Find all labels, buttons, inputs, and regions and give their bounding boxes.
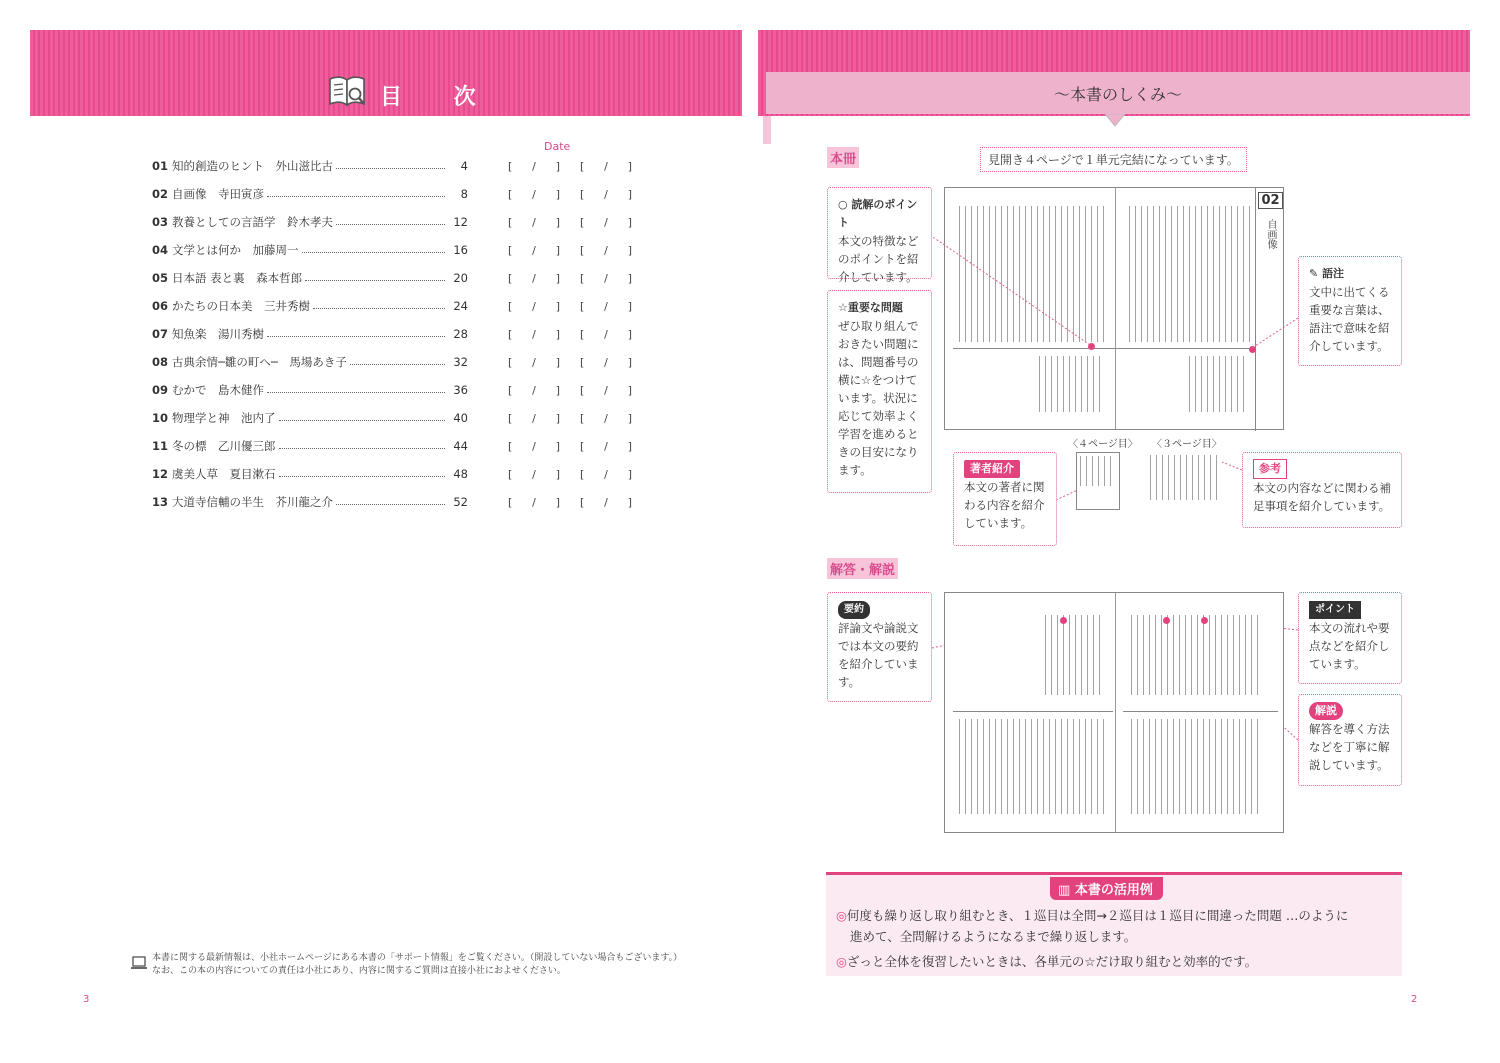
unit-title: 自画像 (1265, 219, 1276, 249)
toc-row-title: 知的創造のヒント 外山滋比古 (172, 159, 333, 173)
toc-row-number: 11 (152, 439, 169, 453)
toc-row-page: 52 (453, 495, 468, 509)
usage-box (826, 872, 1402, 976)
explanation-body: 解答を導く方法などを丁寧に解説しています。 (1309, 722, 1390, 772)
toc-row-number: 12 (152, 467, 169, 481)
summary-title: 要約 (838, 601, 870, 619)
text-block (1131, 719, 1261, 814)
summary-body: 評論文や論説文では本文の要約を紹介しています。 (838, 621, 919, 689)
callout-dot (1060, 617, 1067, 624)
toc-row-title: 冬の標 乙川優三郎 (172, 439, 276, 453)
text-block (959, 719, 1104, 814)
important-title: ☆重要な問題 (838, 301, 903, 314)
divider (1123, 711, 1278, 712)
usage-heading: 本書の活用例 (1074, 883, 1153, 898)
page4-thumbnail (1076, 452, 1120, 510)
date-checkbox[interactable]: [ / ] [ / ] (508, 495, 632, 509)
divider (953, 711, 1113, 712)
important-callout (827, 290, 932, 493)
toc-row-number: 06 (152, 299, 169, 313)
callout-dot (1163, 617, 1170, 624)
reference-callout (1242, 452, 1402, 528)
book-icon: ▥ (1058, 883, 1071, 898)
explanation-callout (1298, 694, 1402, 786)
glossary-callout (1298, 256, 1402, 366)
section-answers-label: 解答・解説 (827, 558, 898, 579)
reading-point-callout (827, 187, 932, 284)
glossary-body: 文中に出てくる重要な言葉は、語注で意味を紹介しています。 (1309, 285, 1390, 353)
toc-row-number: 10 (152, 411, 169, 425)
footnote-line-1: 本書に関する最新情報は、小社ホームページにある本書の「サポート情報」をご覧ください。（開設していない場合もございます。） (152, 953, 683, 963)
usage-line-1a: 何度も繰り返し取り組むとき、１巡目は全問→２巡目は１巡目に間違った問題 …のように (846, 908, 1349, 923)
page4-label: 〈４ページ目〉 (1068, 439, 1138, 450)
usage-line-2: ざっと全体を復習したいときは、各単元の☆だけ取り組むと効率的です。 (846, 954, 1258, 969)
section-main-label: 本冊 (827, 147, 859, 168)
date-checkbox[interactable]: [ / ] [ / ] (508, 243, 632, 257)
date-checkbox[interactable]: [ / ] [ / ] (508, 355, 632, 369)
callout-dot (1201, 617, 1208, 624)
date-checkbox[interactable]: [ / ] [ / ] (508, 215, 632, 229)
toc-row-page: 40 (453, 411, 468, 425)
toc-row-page: 20 (453, 271, 468, 285)
toc-row-number: 04 (152, 243, 169, 257)
toc-row-page: 12 (453, 215, 468, 229)
bullet-icon: ◎ (836, 954, 847, 969)
date-checkbox[interactable]: [ / ] [ / ] (508, 159, 632, 173)
unit-number: 02 (1258, 192, 1283, 209)
toc-row-page: 44 (453, 439, 468, 453)
toc-row-number: 07 (152, 327, 169, 341)
point-callout (1298, 592, 1402, 684)
reading-point-body: 本文の特徴などのポイントを紹介しています。 (838, 234, 919, 284)
toc-row-title: 自画像 寺田寅彦 (172, 187, 264, 201)
explanation-title: 解説 (1309, 702, 1343, 720)
usage-line-1b: 進めて、全問解けるようになるまで繰り返します。 (850, 929, 1137, 944)
guide-heading: 〜本書のしくみ〜 (766, 72, 1470, 114)
toc-heading: 目 次 (380, 85, 498, 110)
author-callout (953, 452, 1057, 546)
point-title: ポイント (1309, 601, 1361, 619)
toc-row-page: 28 (453, 327, 468, 341)
date-checkbox[interactable]: [ / ] [ / ] (508, 271, 632, 285)
toc-row-title: 日本語 表と裏 森本哲郎 (172, 271, 303, 285)
reference-title: 参考 (1253, 459, 1287, 479)
date-checkbox[interactable]: [ / ] [ / ] (508, 187, 632, 201)
answers-spread (944, 592, 1284, 833)
date-checkbox[interactable]: [ / ] [ / ] (508, 467, 632, 481)
bullet-icon: ◎ (836, 908, 847, 923)
toc-row-number: 08 (152, 355, 169, 369)
date-checkbox[interactable]: [ / ] [ / ] (508, 411, 632, 425)
toc-row-number: 02 (152, 187, 169, 201)
toc-row-page: 32 (453, 355, 468, 369)
date-checkbox[interactable]: [ / ] [ / ] (508, 439, 632, 453)
toc-row-title: 知魚楽 湯川秀樹 (172, 327, 264, 341)
toc-row-title: かたちの日本美 三井秀樹 (172, 299, 310, 313)
pencil-icon: ✎ (1309, 267, 1319, 280)
text-block (1131, 615, 1261, 695)
date-checkbox[interactable]: [ / ] [ / ] (508, 327, 632, 341)
toc-row-number: 09 (152, 383, 169, 397)
right-page-number: 2 (1411, 994, 1418, 1005)
toc-row-page: 4 (460, 159, 468, 173)
toc-row-title: 文学とは何か 加藤周一 (172, 243, 299, 257)
important-body: ぜひ取り組んでおきたい問題には、問題番号の横に☆をつけています。状況に応じて効率よく学習を進めるときの目安になります。 (838, 319, 919, 477)
point-body: 本文の流れや要点などを紹介しています。 (1309, 621, 1390, 671)
footnote-line-2: なお、この本の内容についての責任は小社にあり、内容に関するご質問は直接小社におよせください。 (152, 966, 566, 976)
toc-row-title: 古典余情─雛の町へ─ 馬場あき子 (172, 355, 347, 369)
date-checkbox[interactable]: [ / ] [ / ] (508, 299, 632, 313)
toc-row-title: 物理学と神 池内了 (172, 411, 276, 425)
left-page-number: 3 (83, 994, 90, 1005)
toc-row-title: 大道寺信輔の半生 芥川龍之介 (172, 495, 333, 509)
toc-row-page: 8 (460, 187, 468, 201)
text-block (1045, 615, 1105, 695)
toc-row-title: むかで 島木健作 (172, 383, 264, 397)
date-checkbox[interactable]: [ / ] [ / ] (508, 383, 632, 397)
toc-row-page: 36 (453, 383, 468, 397)
author-body: 本文の著者に関わる内容を紹介しています。 (964, 480, 1045, 530)
page3-label: 〈３ページ目〉 (1152, 439, 1222, 450)
toc-row-title: 虞美人草 夏目漱石 (172, 467, 276, 481)
toc-row-number: 13 (152, 495, 169, 509)
unit-banner: 見開き４ページで１単元完結になっています。 (980, 147, 1247, 172)
reference-body: 本文の内容などに関わる補足事項を紹介しています。 (1253, 481, 1391, 513)
toc-row-number: 01 (152, 159, 169, 173)
glossary-title: 語注 (1322, 267, 1345, 280)
toc-row-page: 24 (453, 299, 468, 313)
reading-point-title: ○ 読解のポイント (838, 198, 918, 229)
summary-callout (827, 592, 932, 702)
spread-fold (1115, 593, 1116, 832)
toc-row-number: 05 (152, 271, 169, 285)
toc-row-page: 48 (453, 467, 468, 481)
toc-row-number: 03 (152, 215, 169, 229)
author-title: 著者紹介 (964, 460, 1020, 478)
page3-thumbnail (1150, 452, 1226, 510)
date-label: Date (544, 140, 571, 153)
toc-row-page: 16 (453, 243, 468, 257)
toc-row-title: 教養としての言語学 鈴木孝夫 (172, 215, 333, 229)
